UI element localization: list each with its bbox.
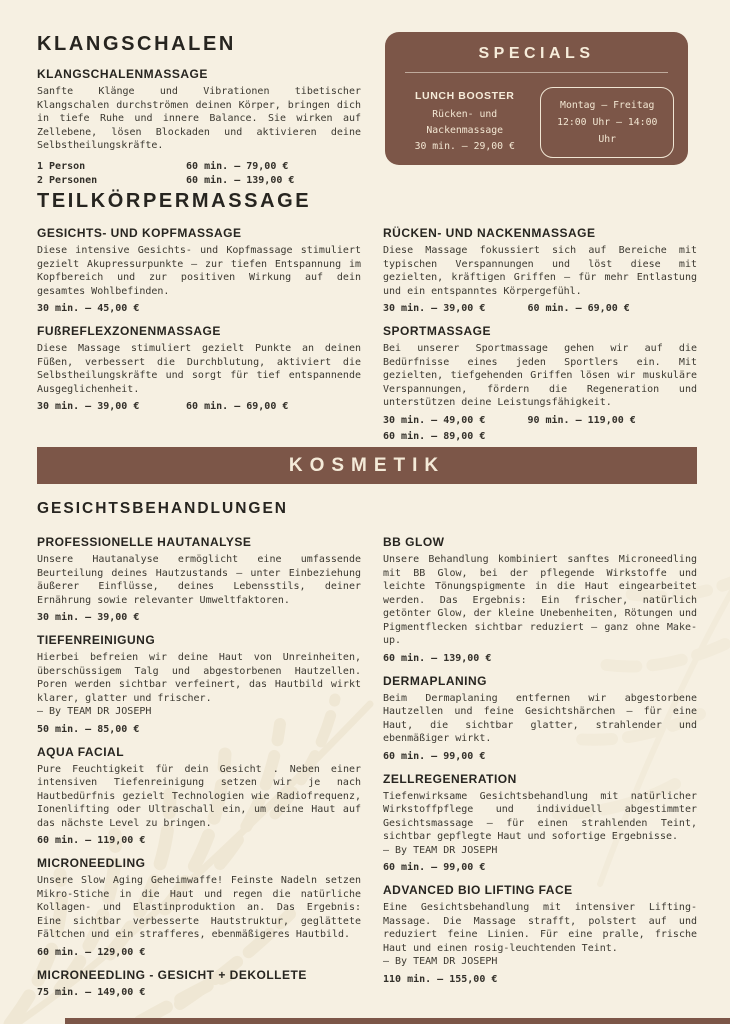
treatment-item	[37, 745, 361, 847]
treatment-name: RÜCKEN- UND NACKENMASSAGE	[383, 226, 596, 240]
specials-card	[385, 32, 688, 165]
price-row	[383, 751, 697, 762]
schedule-hours: 12:00 Uhr – 14:00 Uhr	[557, 117, 658, 145]
treatment-description: Pure Feuchtigkeit für dein Gesicht . Neben einer intensiven Tiefenreinigung setzen wir je nach Hautbedürfnis gezielt Technologien wie Radiofrequenz, Ionenlifting oder Ultraschall ein, um deine Haut auf das nächste Level zu bringen.	[37, 763, 361, 829]
treatment-name: MICRONEEDLING - GESICHT + DEKOLLETE	[37, 967, 307, 982]
price-row	[383, 431, 697, 442]
treatment-description: Eine Gesichtsbehandlung mit intensiver Lifting-Massage. Die Massage strafft, polstert auf und reduziert feine Linien. Für eine pralle, frische Haut und einen rosig-leuchtenden Teint.	[383, 902, 697, 954]
schedule-days: Montag – Freitag	[560, 100, 655, 111]
price-row	[383, 862, 697, 873]
treatment-description: Unsere Hautanalyse ermöglicht eine umfassende Beurteilung deines Hautzustands – unter Einbeziehung äußerer Einflüsse, deines Lebensstils, deiner Ernährung sowie relevanter Umweltfaktoren.	[37, 554, 361, 606]
price-row	[383, 303, 697, 314]
treatment-name: FUßREFLEXZONENMASSAGE	[37, 324, 221, 338]
section-title-gesichtsbehandlungen: GESICHTSBEHANDLUNGEN	[37, 500, 288, 517]
teilkoerpermassage-right-column	[383, 226, 697, 452]
price: 30 min. – 45,00 €	[37, 303, 140, 314]
price-row	[37, 947, 361, 958]
price-label: 2 Personen	[37, 174, 98, 186]
treatment-description: Unsere Slow Aging Geheimwaffe! Feinste Nadeln setzen Mikro-Stiche in die Haut und regen die natürliche Kollagen- und Elastinproduktion an. Das Ergebnis: Eine sichtbar verbesserte Hautstruktur, geglättete Fältchen und ein strafferes, ebenmäßigeres Hautbild.	[37, 875, 361, 940]
price-table	[37, 161, 361, 186]
price: 30 min. – 39,00 €	[37, 612, 140, 623]
price-label: 1 Person	[37, 160, 86, 172]
treatment-description: Bei unserer Sportmassage gehen wir auf die Bedürfnisse eines jeden Sportlers ein. Mit gezielten, tiefgehenden Griffen lösen wir muskuläre Verspannungen, fördern die Regeneration und unterstützen deine Leistungsfähigkeit.	[383, 343, 697, 408]
treatment-description: Beim Dermaplaning entfernen wir abgestorbene Hautzellen und feine Gesichtshärchen – für eine Haut, die sichtbar glatter, strahlender und ebenmäßiger wirkt.	[383, 692, 697, 744]
treatment-description: Tiefenwirksame Gesichtsbehandlung mit natürlicher Wirkstoffpflege und individuell abgestimmter Gesichtsmassage – für einen strahlenden Teint, sichtbar gepflegte Haut und sofortige Ergebnisse.	[383, 790, 697, 842]
treatment-item	[383, 674, 697, 762]
price: 60 min. – 99,00 €	[383, 862, 486, 873]
price-row	[383, 974, 697, 985]
price-row	[37, 303, 361, 314]
treatment-item	[383, 772, 697, 874]
price: 30 min. – 49,00 €	[383, 414, 486, 426]
price-row	[37, 612, 361, 623]
treatment-name: SPORTMASSAGE	[383, 324, 492, 338]
treatment-name: BB GLOW	[383, 535, 445, 549]
price: 110 min. – 155,00 €	[383, 973, 498, 985]
price: 60 min. – 119,00 €	[37, 835, 146, 846]
treatment-name: TIEFENREINIGUNG	[37, 633, 156, 647]
treatment-item	[37, 226, 361, 314]
klangschalen-section	[37, 33, 361, 186]
treatment-name: KLANGSCHALENMASSAGE	[37, 67, 208, 81]
price-row	[37, 401, 361, 412]
treatment-name: AQUA FACIAL	[37, 744, 125, 759]
kosmetik-banner	[37, 447, 697, 484]
treatment-name: MICRONEEDLING	[37, 856, 146, 870]
treatment-description: Unsere Behandlung kombiniert sanftes Microneedling mit BB Glow, bei der pflegende Wirkstoffe und leichte Tönungspigmente in die Haut eingearbeitet werden. Das Ergebnis: Ein frischer, natürlich getönter Glow, der kleine Unebenheiten, Rötungen und Pigmentflecken sichtbar reduziert – ganz ohne Make-up.	[383, 554, 697, 646]
offer-price: 30 min. – 29,00 €	[414, 141, 515, 152]
treatment-name: ADVANCED BIO LIFTING FACE	[383, 883, 573, 897]
treatment-item	[37, 633, 361, 735]
price-row	[37, 724, 361, 735]
treatment-description: Diese intensive Gesichts- und Kopfmassage stimuliert gezielt Akupressurpunkte – zur tiefen Entspannung im Kopfbereich und zur positiven Wirkung auf dein gesamtes Wohlbefinden.	[37, 245, 361, 297]
price: 60 min. – 79,00 €	[186, 160, 289, 172]
kosmetik-left-column	[37, 535, 361, 1008]
treatment-name: GESICHTS- UND KOPFMASSAGE	[37, 226, 242, 240]
treatment-item	[37, 968, 361, 998]
treatment-item	[383, 324, 697, 442]
treatment-description: Hierbei befreien wir deine Haut von Unreinheiten, überschüssigem Talg und abgestorbenen Hautzellen. Poren werden sichtbar verfeinert, das Hautbild wirkt klarer, glatter und frischer.	[37, 652, 361, 704]
price-row	[383, 653, 697, 664]
price: 90 min. – 119,00 €	[527, 414, 636, 426]
teilkoerpermassage-left-column	[37, 226, 361, 422]
treatment-description: Sanfte Klänge und Vibrationen tibetischer Klangschalen durchströmen deinen Körper, bringen dich in tiefe Ruhe und innere Balance. Sie wirken auf Zellebene, lösen Blockaden und aktivieren deine Selbstheilungskräfte.	[37, 86, 361, 151]
treatment-item	[383, 535, 697, 664]
treatment-name: DERMAPLANING	[383, 673, 487, 688]
treatment-description: Diese Massage stimuliert gezielt Punkte an deinen Füßen, verbessert die Durchblutung, aktiviert die Selbstheilungskräfte und sorgt für tief entspannende Ausgeglichenheit.	[37, 343, 361, 395]
specials-offer	[399, 90, 530, 155]
treatment-item	[37, 535, 361, 623]
price: 60 min. – 139,00 €	[186, 174, 295, 186]
price: 60 min. – 69,00 €	[527, 303, 630, 314]
price: 75 min. – 149,00 €	[37, 986, 146, 998]
offer-name: LUNCH BOOSTER	[415, 90, 515, 102]
treatment-byline: – By TEAM DR JOSEPH	[383, 956, 498, 967]
price-row	[37, 835, 361, 846]
price: 50 min. – 85,00 €	[37, 723, 140, 735]
treatment-item	[383, 226, 697, 314]
treatment-item	[383, 883, 697, 985]
price: 60 min. – 139,00 €	[383, 652, 492, 664]
section-title-klangschalen: KLANGSCHALEN	[37, 33, 236, 55]
price: 30 min. – 39,00 €	[37, 401, 140, 412]
offer-treatment: Rücken- und Nackenmassage	[426, 109, 504, 136]
price: 60 min. – 99,00 €	[383, 750, 486, 762]
price: 60 min. – 129,00 €	[37, 946, 146, 958]
specials-title: SPECIALS	[478, 45, 595, 62]
treatment-byline: – By TEAM DR JOSEPH	[37, 706, 152, 717]
treatment-item	[37, 324, 361, 412]
treatment-byline: – By TEAM DR JOSEPH	[383, 844, 498, 856]
price-row	[37, 987, 361, 998]
price: 60 min. – 89,00 €	[383, 430, 486, 442]
treatment-name: PROFESSIONELLE HAUTANALYSE	[37, 535, 252, 549]
footer-accent-bar	[65, 1018, 730, 1024]
price: 30 min. – 39,00 €	[383, 303, 486, 314]
kosmetik-banner-title: KOSMETIK	[288, 454, 446, 476]
treatment-item	[37, 856, 361, 958]
price: 60 min. – 69,00 €	[186, 401, 289, 412]
price-row	[383, 415, 697, 426]
treatment-description: Diese Massage fokussiert sich auf Bereiche mit typischen Verspannungen und löst diese mit gezielten, kräftigen Griffen – für mehr Entlastung und ein entspanntes Körpergefühl.	[383, 245, 697, 297]
specials-schedule-badge	[540, 87, 674, 158]
treatment-name: ZELLREGENERATION	[383, 771, 517, 786]
kosmetik-right-column	[383, 535, 697, 995]
section-title-teilkoerpermassage: TEILKÖRPERMASSAGE	[37, 190, 312, 212]
